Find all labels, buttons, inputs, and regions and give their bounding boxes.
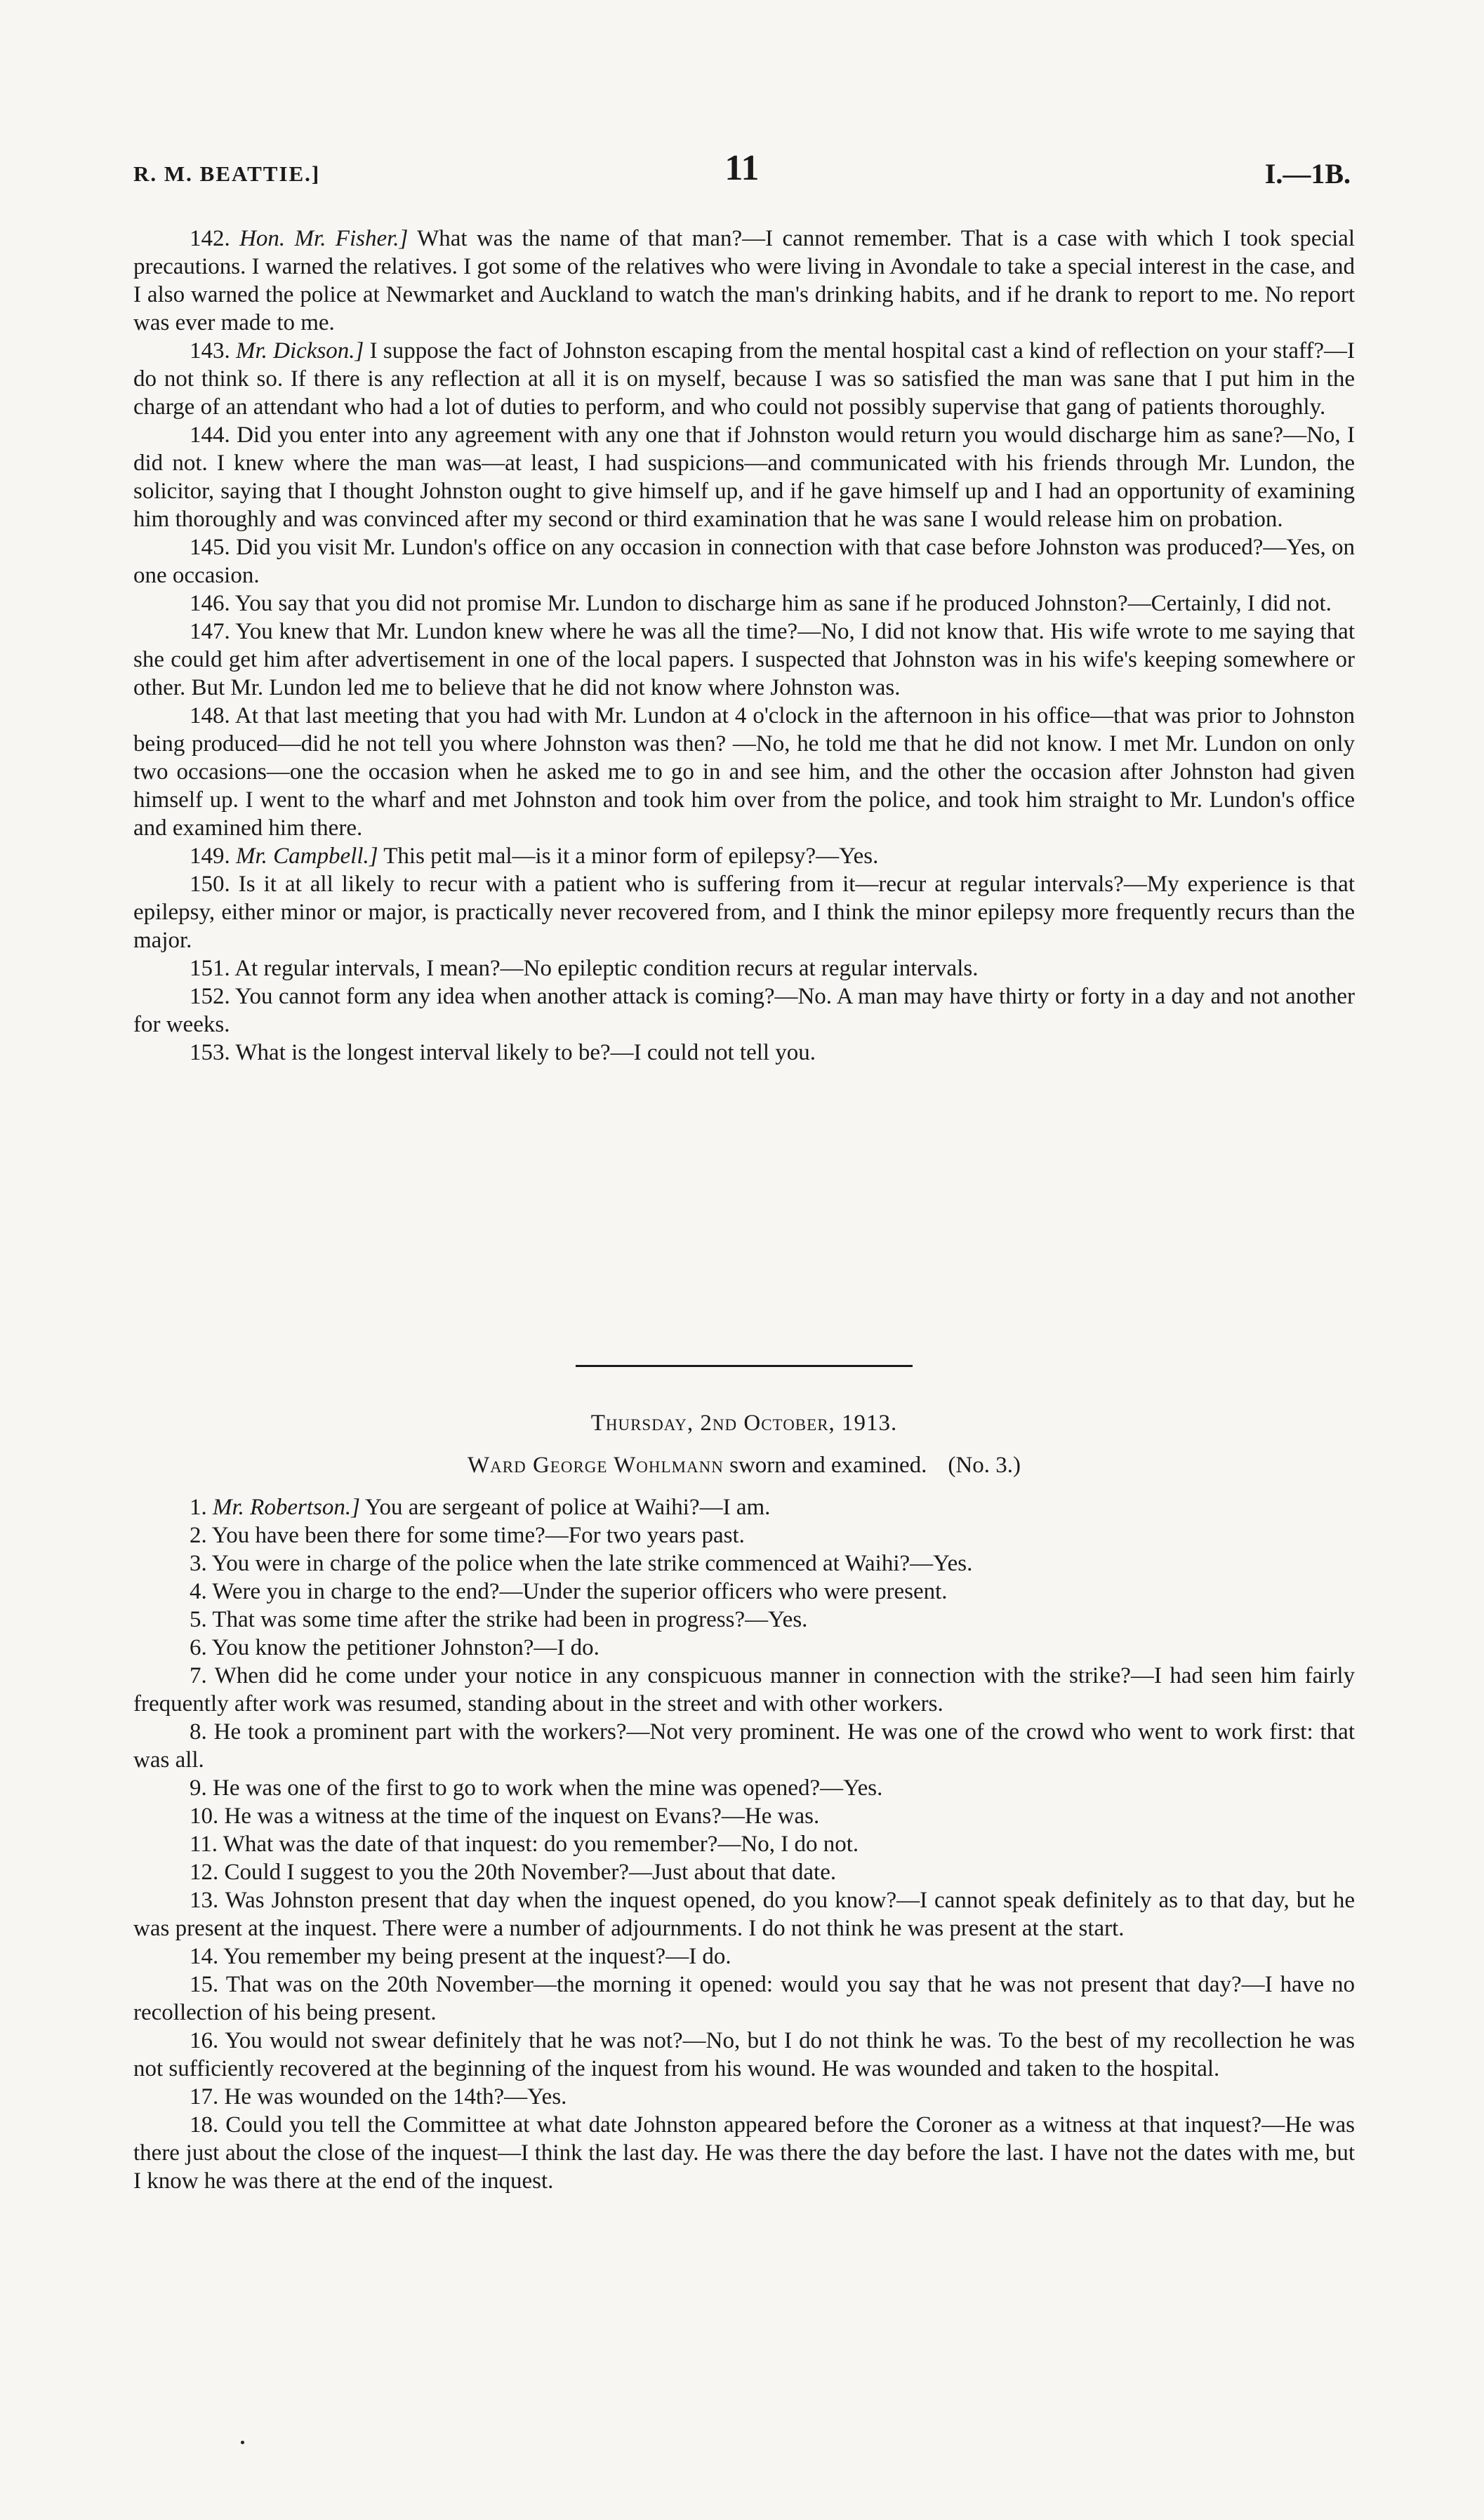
page-number: 11	[724, 148, 760, 188]
question-number: 11.	[190, 1832, 218, 1857]
question-number: 2.	[190, 1523, 207, 1548]
question-number: 10.	[190, 1804, 219, 1829]
question-number: 147.	[190, 619, 230, 644]
question-answer-text: Did you enter into any agreement with any one that if Johnston would return you would discharge him as sane?—No, I did not. I knew where the man was—at least, I had suspicions—and communicated with his friends through Mr. Lundon, the solicitor, saying that I thought Johnston ought to give himself up, and if he gave himself up and I had an opportunity of examining him thoroughly and was convinced after my second or third examination that he was sane I would release him on probation.	[133, 422, 1355, 532]
question-number: 6.	[190, 1635, 207, 1660]
witness-number: (No. 3.)	[948, 1453, 1021, 1478]
question-answer-text: You were in charge of the police when the late strike commenced at Waihi?—Yes.	[211, 1551, 973, 1576]
question-answer-text: Is it at all likely to recur with a patient who is suffering from it—recur at regular intervals?—My experience is that epilepsy, either minor or major, is practically never recovered from, and I think the minor epilepsy more frequently recurs than the major.	[133, 872, 1355, 953]
question-number: 153.	[190, 1040, 230, 1065]
evidence-paragraph	[133, 702, 1355, 842]
question-number: 142.	[190, 226, 230, 251]
question-answer-text: You remember my being present at the inquest?—I do.	[223, 1944, 731, 1969]
evidence-paragraph	[133, 1662, 1355, 1718]
question-answer-text: He took a prominent part with the workers?—Not very prominent. He was one of the crowd who went to work first: that was all.	[133, 1719, 1355, 1773]
question-number: 5.	[190, 1607, 207, 1632]
question-answer-text: You would not swear definitely that he was not?—No, but I do not think he was. To the best of my recollection he was not sufficiently recovered at the beginning of the inquest from his wound. He was wounded and taken to the hospital.	[133, 2028, 1355, 2081]
question-answer-text: You cannot form any idea when another attack is coming?—No. A man may have thirty or forty in a day and not another for weeks.	[133, 984, 1356, 1037]
question-answer-text: That was some time after the strike had been in progress?—Yes.	[212, 1607, 808, 1632]
evidence-paragraph	[133, 1606, 1355, 1634]
question-number: 144.	[190, 422, 230, 448]
speaker-name: Hon. Mr. Fisher.]	[239, 226, 409, 251]
evidence-paragraph	[133, 1493, 1355, 1521]
evidence-paragraph	[133, 870, 1355, 954]
evidence-paragraph	[133, 2027, 1355, 2083]
question-number: 16.	[190, 2028, 219, 2053]
question-answer-text: This petit mal—is it a minor form of epilepsy?—Yes.	[378, 844, 879, 869]
evidence-paragraph	[133, 954, 1355, 982]
speaker-name: Mr. Campbell.]	[236, 844, 378, 869]
question-answer-text: That was on the 20th November—the morning it opened: would you say that he was not present that day?—I have no recollection of his being present.	[133, 1972, 1356, 2025]
question-number: 8.	[190, 1719, 207, 1745]
evidence-paragraph	[133, 2111, 1355, 2195]
evidence-paragraph	[133, 2083, 1355, 2111]
question-answer-text: At that last meeting that you had with Mr. Lundon at 4 o'clock in the afternoon in his office—that was prior to Johnston being produced—did he not tell you where Johnston was then? —No, he told me that he did not know. I met Mr. Lundon on only two occasions—one the occasion when he asked me to go in and see him, and the other the occasion after Johnston had given himself up. I went to the wharf and met Johnston and took him over from the police, and took him straight to Mr. Lundon's office and examined him there.	[133, 703, 1355, 841]
evidence-paragraph	[133, 1942, 1355, 1971]
evidence-paragraph	[133, 982, 1355, 1039]
question-answer-text: You knew that Mr. Lundon knew where he was all the time?—No, I did not know that. His wife wrote to me saying that she could get him after advertisement in one of the local papers. I suspected that Johnston was in his wife's keeping somewhere or other. But Mr. Lundon led me to believe that he did not know where Johnston was.	[133, 619, 1355, 700]
question-answer-text: Could I suggest to you the 20th November?—Just about that date.	[224, 1860, 837, 1885]
question-answer-text: When did he come under your notice in any conspicuous manner in connection with the strike?—I had seen him fairly frequently after work was resumed, standing about in the street and with other workers.	[133, 1663, 1355, 1716]
evidence-paragraph	[133, 1718, 1355, 1774]
question-number: 148.	[190, 703, 230, 728]
evidence-paragraph	[133, 421, 1355, 533]
question-number: 15.	[190, 1972, 219, 1997]
evidence-paragraph	[133, 1830, 1355, 1858]
question-answer-text: What was the date of that inquest: do you remember?—No, I do not.	[223, 1832, 859, 1857]
question-answer-text: At regular intervals, I mean?—No epileptic condition recurs at regular intervals.	[234, 956, 979, 981]
question-answer-text: Were you in charge to the end?—Under the superior officers who were present.	[212, 1579, 948, 1604]
evidence-paragraph	[133, 1634, 1355, 1662]
witness-heading	[133, 1453, 1355, 1479]
header-witness-name: R. M. BEATTIE.]	[133, 161, 321, 186]
evidence-paragraph	[133, 589, 1355, 618]
witness-name: Ward George Wohlmann	[468, 1453, 724, 1478]
question-number: 152.	[190, 984, 230, 1009]
evidence-paragraph	[133, 618, 1355, 702]
question-number: 1.	[190, 1495, 207, 1520]
question-answer-text: You know the petitioner Johnston?—I do.	[211, 1635, 599, 1660]
question-answer-text: What was the name of that man?—I cannot remember. That is a case with which I took special precautions. I warned the relatives. I got some of the relatives who were living in Avondale to take a special interest in the case, and I also warned the police at Newmarket and Auckland to watch the man's drinking habits, and if he drank to report to me. No report was ever made to me.	[133, 226, 1356, 335]
speaker-name: Mr. Robertson.]	[213, 1495, 360, 1520]
question-number: 18.	[190, 2112, 219, 2138]
question-number: 3.	[190, 1551, 207, 1576]
question-number: 149.	[190, 844, 230, 869]
evidence-paragraph	[133, 1774, 1355, 1802]
question-number: 4.	[190, 1579, 207, 1604]
speaker-name: Mr. Dickson.]	[236, 338, 364, 364]
question-number: 13.	[190, 1888, 219, 1913]
evidence-paragraph	[133, 1886, 1355, 1942]
question-answer-text: Was Johnston present that day when the inquest opened, do you know?—I cannot speak definitely as to that day, but he was present at the inquest. There were a number of adjournments. I do not think he was present at the start.	[133, 1888, 1356, 1941]
section-divider	[576, 1365, 913, 1367]
question-number: 145.	[190, 535, 230, 560]
header-paper-reference: I.—1B.	[1264, 158, 1351, 189]
question-answer-text: He was one of the first to go to work when the mine was opened?—Yes.	[213, 1775, 883, 1801]
date-heading: Thursday, 2nd October, 1913.	[590, 1411, 898, 1436]
evidence-paragraph	[133, 1802, 1355, 1830]
question-number: 146.	[190, 591, 230, 616]
question-answer-text: Did you visit Mr. Lundon's office on any occasion in connection with that case before Johnston was produced?—Yes, on one occasion.	[133, 535, 1356, 588]
question-answer-text: You are sergeant of police at Waihi?—I am.	[359, 1495, 771, 1520]
evidence-section-1	[133, 225, 1355, 1067]
question-number: 151.	[190, 956, 230, 981]
question-answer-text: Could you tell the Committee at what date Johnston appeared before the Coroner as a witness at that inquest?—He was there just about the close of the inquest—I think the last day. He was there the day before the last. I have not the dates with me, but I know he was there at the end of the inquest.	[133, 2112, 1355, 2194]
question-number: 14.	[190, 1944, 219, 1969]
printing-speck	[241, 2441, 244, 2444]
question-answer-text: You say that you did not promise Mr. Lundon to discharge him as sane if he produced Johnston?—Certainly, I did not.	[234, 591, 1332, 616]
question-number: 150.	[190, 872, 230, 897]
question-number: 12.	[190, 1860, 219, 1885]
evidence-paragraph	[133, 337, 1355, 421]
question-answer-text: He was a witness at the time of the inquest on Evans?—He was.	[224, 1804, 820, 1829]
evidence-paragraph	[133, 225, 1355, 337]
page-header	[133, 147, 1351, 189]
question-number: 17.	[190, 2084, 219, 2109]
evidence-paragraph	[133, 1549, 1355, 1578]
question-answer-text: He was wounded on the 14th?—Yes.	[224, 2084, 567, 2109]
evidence-paragraph	[133, 533, 1355, 589]
evidence-paragraph	[133, 1578, 1355, 1606]
evidence-paragraph	[133, 1858, 1355, 1886]
question-number: 9.	[190, 1775, 207, 1801]
question-answer-text: What is the longest interval likely to be?—I could not tell you.	[235, 1040, 816, 1065]
evidence-paragraph	[133, 1039, 1355, 1067]
question-answer-text: You have been there for some time?—For two years past.	[211, 1523, 745, 1548]
question-answer-text: I suppose the fact of Johnston escaping from the mental hospital cast a kind of reflection on your staff?—I do not think so. If there is any reflection at all it is on myself, because I was so satisfied the man was sane that I put him in the charge of an attendant who had a lot of duties to perform, and who could not possibly supervise that gang of patients thoroughly.	[133, 338, 1355, 420]
witness-sworn-text: sworn and examined.	[723, 1453, 927, 1478]
evidence-section-2	[133, 1493, 1355, 2195]
question-number: 143.	[190, 338, 230, 364]
evidence-paragraph	[133, 842, 1355, 870]
question-number: 7.	[190, 1663, 207, 1688]
evidence-paragraph	[133, 1971, 1355, 2027]
evidence-paragraph	[133, 1521, 1355, 1549]
